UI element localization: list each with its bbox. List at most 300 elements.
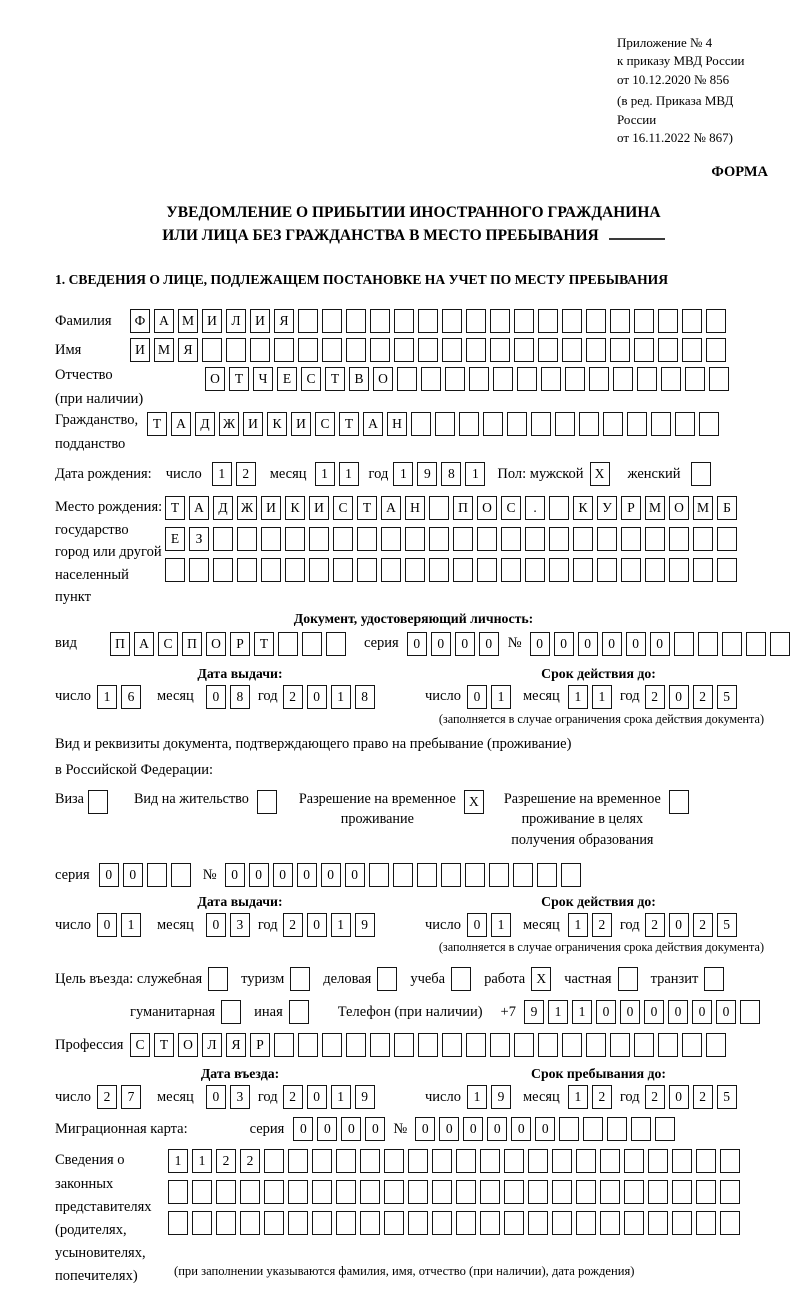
permit-issue-day[interactable] — [97, 913, 145, 937]
form-cell[interactable] — [658, 338, 678, 362]
form-cell[interactable]: О — [373, 367, 393, 391]
form-cell[interactable]: 0 — [602, 632, 622, 656]
form-cell[interactable] — [696, 1180, 716, 1204]
form-cell[interactable] — [445, 367, 465, 391]
form-cell[interactable] — [322, 338, 342, 362]
form-cell[interactable] — [394, 338, 414, 362]
migration-series-input[interactable] — [293, 1117, 389, 1141]
form-cell[interactable]: 9 — [417, 462, 437, 486]
form-cell[interactable] — [675, 412, 695, 436]
form-cell[interactable] — [442, 1033, 462, 1057]
form-cell[interactable] — [706, 338, 726, 362]
form-cell[interactable]: 0 — [668, 1000, 688, 1024]
form-cell[interactable]: А — [189, 496, 209, 520]
form-cell[interactable] — [565, 367, 585, 391]
form-cell[interactable]: . — [525, 496, 545, 520]
form-cell[interactable]: X — [531, 967, 551, 991]
form-cell[interactable]: 1 — [568, 913, 588, 937]
entry-day[interactable] — [97, 1085, 145, 1109]
form-cell[interactable] — [541, 367, 561, 391]
form-cell[interactable] — [302, 632, 322, 656]
form-cell[interactable] — [538, 1033, 558, 1057]
form-cell[interactable] — [607, 1117, 627, 1141]
form-cell[interactable]: 0 — [620, 1000, 640, 1024]
form-cell[interactable] — [435, 412, 455, 436]
form-cell[interactable]: 0 — [644, 1000, 664, 1024]
form-cell[interactable] — [346, 338, 366, 362]
form-cell[interactable] — [336, 1149, 356, 1173]
form-cell[interactable] — [466, 1033, 486, 1057]
form-cell[interactable]: 0 — [669, 913, 689, 937]
temp-residence-edu-checkbox[interactable] — [669, 790, 693, 814]
residence-permit-checkbox[interactable] — [257, 790, 281, 814]
form-cell[interactable]: 1 — [121, 913, 141, 937]
form-cell[interactable]: О — [669, 496, 689, 520]
stay-month[interactable] — [568, 1085, 616, 1109]
form-cell[interactable]: 0 — [467, 685, 487, 709]
form-cell[interactable]: 0 — [530, 632, 550, 656]
form-cell[interactable] — [531, 412, 551, 436]
form-cell[interactable] — [226, 338, 246, 362]
form-cell[interactable] — [514, 338, 534, 362]
form-cell[interactable] — [442, 338, 462, 362]
form-cell[interactable]: Т — [254, 632, 274, 656]
form-cell[interactable] — [513, 863, 533, 887]
form-cell[interactable]: П — [182, 632, 202, 656]
form-cell[interactable]: 0 — [467, 913, 487, 937]
form-cell[interactable] — [257, 790, 277, 814]
form-cell[interactable]: Ф — [130, 309, 150, 333]
form-cell[interactable]: В — [349, 367, 369, 391]
form-cell[interactable]: Р — [230, 632, 250, 656]
form-cell[interactable]: 0 — [431, 632, 451, 656]
form-cell[interactable] — [637, 367, 657, 391]
form-cell[interactable] — [216, 1211, 236, 1235]
form-cell[interactable] — [562, 338, 582, 362]
form-cell[interactable]: 2 — [693, 1085, 713, 1109]
purpose-official-checkbox[interactable] — [208, 967, 232, 991]
form-cell[interactable] — [312, 1180, 332, 1204]
form-cell[interactable] — [202, 338, 222, 362]
form-cell[interactable]: 8 — [230, 685, 250, 709]
form-cell[interactable] — [411, 412, 431, 436]
form-cell[interactable] — [682, 1033, 702, 1057]
purpose-business-checkbox[interactable] — [377, 967, 401, 991]
form-cell[interactable]: 0 — [97, 913, 117, 937]
form-cell[interactable]: 0 — [341, 1117, 361, 1141]
form-cell[interactable] — [693, 527, 713, 551]
form-cell[interactable] — [583, 1117, 603, 1141]
form-cell[interactable] — [586, 1033, 606, 1057]
form-cell[interactable]: Р — [621, 496, 641, 520]
birth-day-input[interactable] — [212, 462, 260, 486]
form-cell[interactable] — [493, 367, 513, 391]
form-cell[interactable]: 2 — [592, 913, 612, 937]
visa-checkbox[interactable] — [88, 790, 112, 814]
form-cell[interactable]: С — [158, 632, 178, 656]
form-cell[interactable]: 9 — [355, 1085, 375, 1109]
form-cell[interactable]: 1 — [339, 462, 359, 486]
form-cell[interactable]: Ж — [219, 412, 239, 436]
purpose-study-checkbox[interactable] — [451, 967, 475, 991]
form-cell[interactable] — [370, 1033, 390, 1057]
form-cell[interactable] — [696, 1149, 716, 1173]
form-cell[interactable]: 0 — [669, 685, 689, 709]
form-cell[interactable]: 0 — [535, 1117, 555, 1141]
form-cell[interactable]: 3 — [230, 1085, 250, 1109]
birthplace-row-3[interactable] — [165, 558, 741, 582]
form-cell[interactable] — [576, 1211, 596, 1235]
form-cell[interactable]: X — [464, 790, 484, 814]
form-cell[interactable] — [312, 1211, 332, 1235]
form-cell[interactable] — [432, 1180, 452, 1204]
representatives-row-1[interactable] — [168, 1149, 744, 1173]
form-cell[interactable] — [333, 527, 353, 551]
form-cell[interactable]: 0 — [297, 863, 317, 887]
form-cell[interactable] — [288, 1149, 308, 1173]
form-cell[interactable] — [634, 338, 654, 362]
form-cell[interactable]: А — [134, 632, 154, 656]
form-cell[interactable] — [429, 558, 449, 582]
form-cell[interactable] — [576, 1180, 596, 1204]
form-cell[interactable] — [429, 496, 449, 520]
migration-number-input[interactable] — [415, 1117, 679, 1141]
form-cell[interactable] — [507, 412, 527, 436]
form-cell[interactable] — [573, 527, 593, 551]
form-cell[interactable] — [168, 1180, 188, 1204]
form-cell[interactable] — [698, 632, 718, 656]
form-cell[interactable]: 0 — [99, 863, 119, 887]
form-cell[interactable] — [645, 558, 665, 582]
form-cell[interactable] — [691, 462, 711, 486]
form-cell[interactable]: О — [205, 367, 225, 391]
form-cell[interactable]: Е — [277, 367, 297, 391]
form-cell[interactable]: 2 — [283, 1085, 303, 1109]
form-cell[interactable]: О — [178, 1033, 198, 1057]
form-cell[interactable] — [274, 338, 294, 362]
form-cell[interactable] — [682, 338, 702, 362]
form-cell[interactable] — [189, 558, 209, 582]
form-cell[interactable] — [648, 1211, 668, 1235]
form-cell[interactable]: Т — [325, 367, 345, 391]
form-cell[interactable]: 8 — [441, 462, 461, 486]
form-cell[interactable]: И — [202, 309, 222, 333]
form-cell[interactable]: 9 — [491, 1085, 511, 1109]
form-cell[interactable] — [624, 1180, 644, 1204]
form-cell[interactable] — [699, 412, 719, 436]
form-cell[interactable] — [417, 863, 437, 887]
form-cell[interactable]: 2 — [645, 913, 665, 937]
form-cell[interactable] — [285, 558, 305, 582]
form-cell[interactable]: 0 — [206, 913, 226, 937]
form-cell[interactable]: 1 — [315, 462, 335, 486]
sex-female-checkbox[interactable] — [691, 462, 715, 486]
form-cell[interactable]: 0 — [307, 685, 327, 709]
form-cell[interactable] — [261, 558, 281, 582]
permit-valid-month[interactable] — [568, 913, 616, 937]
form-cell[interactable]: К — [267, 412, 287, 436]
form-cell[interactable]: Т — [357, 496, 377, 520]
form-cell[interactable] — [597, 558, 617, 582]
form-cell[interactable]: 2 — [97, 1085, 117, 1109]
form-cell[interactable]: 0 — [716, 1000, 736, 1024]
form-cell[interactable] — [528, 1149, 548, 1173]
patronymic-input[interactable] — [205, 367, 733, 391]
form-cell[interactable]: А — [381, 496, 401, 520]
form-cell[interactable] — [528, 1180, 548, 1204]
form-cell[interactable]: С — [315, 412, 335, 436]
form-cell[interactable] — [504, 1149, 524, 1173]
form-cell[interactable] — [408, 1149, 428, 1173]
form-cell[interactable] — [360, 1180, 380, 1204]
form-cell[interactable]: 1 — [212, 462, 232, 486]
form-cell[interactable]: Л — [202, 1033, 222, 1057]
doc-issue-year[interactable] — [283, 685, 379, 709]
form-cell[interactable]: И — [243, 412, 263, 436]
form-cell[interactable] — [489, 863, 509, 887]
form-cell[interactable] — [240, 1180, 260, 1204]
form-cell[interactable]: 0 — [123, 863, 143, 887]
form-cell[interactable] — [165, 558, 185, 582]
form-cell[interactable] — [634, 309, 654, 333]
form-cell[interactable]: 9 — [355, 913, 375, 937]
form-cell[interactable] — [418, 309, 438, 333]
form-cell[interactable] — [441, 863, 461, 887]
purpose-work-checkbox[interactable] — [531, 967, 555, 991]
form-cell[interactable] — [336, 1180, 356, 1204]
form-cell[interactable]: И — [309, 496, 329, 520]
form-cell[interactable] — [669, 790, 689, 814]
form-cell[interactable] — [418, 338, 438, 362]
form-cell[interactable] — [490, 338, 510, 362]
form-cell[interactable] — [525, 558, 545, 582]
form-cell[interactable] — [168, 1211, 188, 1235]
form-cell[interactable] — [370, 338, 390, 362]
form-cell[interactable] — [264, 1211, 284, 1235]
form-cell[interactable]: Н — [405, 496, 425, 520]
form-cell[interactable]: Я — [274, 309, 294, 333]
form-cell[interactable] — [346, 309, 366, 333]
form-cell[interactable] — [517, 367, 537, 391]
form-cell[interactable]: 0 — [365, 1117, 385, 1141]
form-cell[interactable] — [648, 1149, 668, 1173]
form-cell[interactable] — [408, 1211, 428, 1235]
form-cell[interactable]: Я — [178, 338, 198, 362]
form-cell[interactable]: 0 — [650, 632, 670, 656]
form-cell[interactable] — [770, 632, 790, 656]
form-cell[interactable]: С — [501, 496, 521, 520]
form-cell[interactable] — [480, 1180, 500, 1204]
form-cell[interactable] — [192, 1211, 212, 1235]
purpose-other-checkbox[interactable] — [289, 1000, 313, 1024]
form-cell[interactable]: Т — [147, 412, 167, 436]
form-cell[interactable] — [171, 863, 191, 887]
form-cell[interactable] — [298, 338, 318, 362]
form-cell[interactable] — [669, 527, 689, 551]
form-cell[interactable] — [618, 967, 638, 991]
form-cell[interactable] — [501, 527, 521, 551]
form-cell[interactable]: 0 — [321, 863, 341, 887]
form-cell[interactable] — [453, 558, 473, 582]
form-cell[interactable]: 2 — [240, 1149, 260, 1173]
form-cell[interactable] — [394, 1033, 414, 1057]
form-cell[interactable] — [706, 309, 726, 333]
form-cell[interactable]: С — [301, 367, 321, 391]
form-cell[interactable]: 0 — [307, 913, 327, 937]
form-cell[interactable] — [432, 1211, 452, 1235]
form-cell[interactable]: Д — [195, 412, 215, 436]
form-cell[interactable] — [740, 1000, 760, 1024]
form-cell[interactable]: И — [130, 338, 150, 362]
form-cell[interactable]: И — [250, 309, 270, 333]
form-cell[interactable] — [312, 1149, 332, 1173]
form-cell[interactable] — [480, 1149, 500, 1173]
form-cell[interactable]: 2 — [216, 1149, 236, 1173]
birthplace-row-2[interactable] — [165, 527, 741, 551]
form-cell[interactable]: 1 — [467, 1085, 487, 1109]
doc-kind-input[interactable] — [110, 632, 350, 656]
form-cell[interactable]: 0 — [407, 632, 427, 656]
form-cell[interactable] — [746, 632, 766, 656]
form-cell[interactable] — [384, 1211, 404, 1235]
form-cell[interactable]: 1 — [393, 462, 413, 486]
form-cell[interactable] — [589, 367, 609, 391]
permit-issue-year[interactable] — [283, 913, 379, 937]
doc-number-input[interactable] — [530, 632, 794, 656]
form-cell[interactable]: 0 — [463, 1117, 483, 1141]
form-cell[interactable] — [459, 412, 479, 436]
form-cell[interactable]: 0 — [317, 1117, 337, 1141]
form-cell[interactable] — [645, 527, 665, 551]
form-cell[interactable] — [658, 309, 678, 333]
form-cell[interactable] — [661, 367, 681, 391]
form-cell[interactable] — [418, 1033, 438, 1057]
form-cell[interactable]: 6 — [121, 685, 141, 709]
purpose-humanitarian-checkbox[interactable] — [221, 1000, 245, 1024]
form-cell[interactable] — [432, 1149, 452, 1173]
form-cell[interactable] — [264, 1180, 284, 1204]
sex-male-checkbox[interactable] — [590, 462, 614, 486]
form-cell[interactable]: 7 — [121, 1085, 141, 1109]
form-cell[interactable] — [597, 527, 617, 551]
form-cell[interactable] — [456, 1180, 476, 1204]
form-cell[interactable]: 1 — [548, 1000, 568, 1024]
form-cell[interactable]: 2 — [645, 1085, 665, 1109]
form-cell[interactable]: 1 — [491, 685, 511, 709]
form-cell[interactable] — [192, 1180, 212, 1204]
form-cell[interactable] — [250, 338, 270, 362]
form-cell[interactable] — [213, 558, 233, 582]
form-cell[interactable] — [451, 967, 471, 991]
form-cell[interactable]: А — [171, 412, 191, 436]
form-cell[interactable]: 1 — [192, 1149, 212, 1173]
form-cell[interactable]: П — [110, 632, 130, 656]
form-cell[interactable] — [722, 632, 742, 656]
form-cell[interactable] — [685, 367, 705, 391]
form-cell[interactable]: 0 — [692, 1000, 712, 1024]
form-cell[interactable] — [360, 1211, 380, 1235]
form-cell[interactable] — [501, 558, 521, 582]
form-cell[interactable]: С — [130, 1033, 150, 1057]
form-cell[interactable]: 0 — [439, 1117, 459, 1141]
doc-issue-day[interactable] — [97, 685, 145, 709]
form-cell[interactable]: 0 — [578, 632, 598, 656]
form-cell[interactable] — [610, 338, 630, 362]
form-cell[interactable] — [384, 1180, 404, 1204]
form-cell[interactable]: И — [291, 412, 311, 436]
form-cell[interactable]: 1 — [568, 685, 588, 709]
form-cell[interactable]: 0 — [511, 1117, 531, 1141]
form-cell[interactable] — [421, 367, 441, 391]
form-cell[interactable]: 2 — [283, 913, 303, 937]
form-cell[interactable]: 2 — [693, 685, 713, 709]
form-cell[interactable] — [538, 338, 558, 362]
birth-year-input[interactable] — [393, 462, 489, 486]
form-cell[interactable]: 0 — [596, 1000, 616, 1024]
form-cell[interactable] — [469, 367, 489, 391]
form-cell[interactable]: 0 — [554, 632, 574, 656]
doc-valid-year[interactable] — [645, 685, 741, 709]
form-cell[interactable] — [147, 863, 167, 887]
form-cell[interactable] — [397, 367, 417, 391]
form-cell[interactable]: 9 — [524, 1000, 544, 1024]
form-cell[interactable] — [658, 1033, 678, 1057]
form-cell[interactable] — [483, 412, 503, 436]
form-cell[interactable]: М — [645, 496, 665, 520]
form-cell[interactable]: 5 — [717, 913, 737, 937]
form-cell[interactable]: 5 — [717, 1085, 737, 1109]
form-cell[interactable] — [627, 412, 647, 436]
form-cell[interactable] — [456, 1149, 476, 1173]
form-cell[interactable] — [465, 863, 485, 887]
permit-valid-day[interactable] — [467, 913, 515, 937]
form-cell[interactable] — [610, 1033, 630, 1057]
form-cell[interactable] — [453, 527, 473, 551]
form-cell[interactable]: 0 — [669, 1085, 689, 1109]
form-cell[interactable]: Т — [165, 496, 185, 520]
form-cell[interactable] — [237, 527, 257, 551]
form-cell[interactable] — [381, 558, 401, 582]
form-cell[interactable] — [537, 863, 557, 887]
form-cell[interactable] — [456, 1211, 476, 1235]
form-cell[interactable] — [621, 527, 641, 551]
form-cell[interactable] — [586, 309, 606, 333]
citizenship-input[interactable] — [147, 412, 723, 436]
form-cell[interactable]: 0 — [307, 1085, 327, 1109]
form-cell[interactable] — [442, 309, 462, 333]
form-cell[interactable] — [264, 1149, 284, 1173]
form-cell[interactable]: 0 — [626, 632, 646, 656]
form-cell[interactable] — [384, 1149, 404, 1173]
form-cell[interactable]: Д — [213, 496, 233, 520]
form-cell[interactable]: Ж — [237, 496, 257, 520]
form-cell[interactable] — [322, 309, 342, 333]
form-cell[interactable] — [693, 558, 713, 582]
firstname-input[interactable] — [130, 338, 730, 362]
form-cell[interactable] — [261, 527, 281, 551]
form-cell[interactable]: О — [477, 496, 497, 520]
form-cell[interactable]: М — [178, 309, 198, 333]
form-cell[interactable] — [549, 496, 569, 520]
doc-valid-day[interactable] — [467, 685, 515, 709]
form-cell[interactable]: Р — [250, 1033, 270, 1057]
form-cell[interactable] — [240, 1211, 260, 1235]
form-cell[interactable]: А — [154, 309, 174, 333]
form-cell[interactable] — [504, 1211, 524, 1235]
phone-input[interactable] — [524, 1000, 764, 1024]
form-cell[interactable] — [288, 1180, 308, 1204]
doc-issue-month[interactable] — [206, 685, 254, 709]
